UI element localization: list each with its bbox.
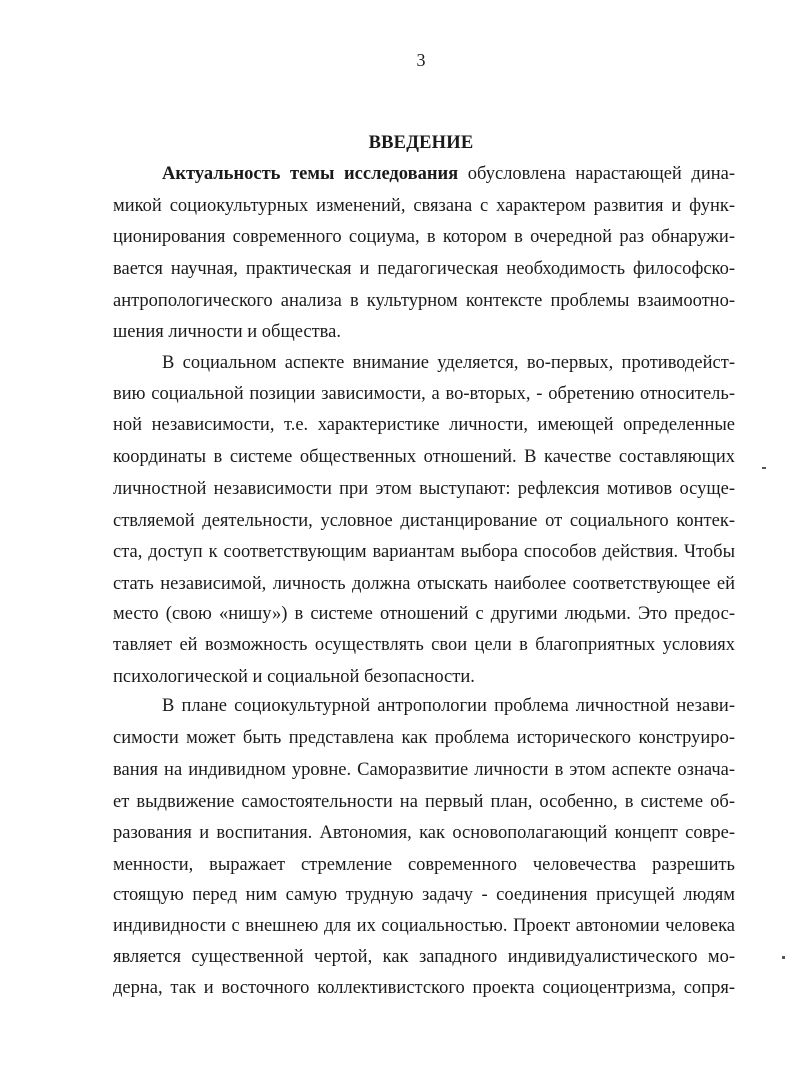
text-line: ствляемой деятельности, условное дистанцирование от социального контек- (113, 511, 735, 531)
text-line: симости может быть представлена как проблема исторического конструиро- (113, 728, 735, 748)
text-line: Актуальность темы исследования обусловлена нарастающей дина- (162, 164, 736, 184)
text-line: вания на индивидном уровне. Саморазвитие личности в этом аспекте означа- (113, 760, 735, 780)
text-line: В социальном аспекте внимание уделяется, во-первых, противодейст- (162, 353, 735, 373)
text-line: психологической и социальной безопасности. (113, 667, 475, 687)
scan-speck (782, 956, 785, 959)
text-line: стать независимой, личность должна отыскать наиболее соответствующее ей (113, 574, 735, 594)
bold-lead: Актуальность темы исследования (162, 164, 459, 184)
text-line: вается научная, практическая и педагогическая необходимость философско- (113, 259, 735, 279)
text-line: разования и воспитания. Автономия, как основополагающий концепт совре- (113, 823, 735, 843)
text-line: шения личности и общества. (113, 322, 341, 342)
text-line: является существенной чертой, как западного индивидуалистического мо- (113, 947, 735, 967)
text-line: индивидности с внешнею для их социальностью. Проект автономии человека (113, 916, 735, 936)
text-line: ной независимости, т.е. характеристике личности, имеющей определенные (113, 415, 735, 435)
text-line: стоящую перед ним самую трудную задачу - соединения присущей людям (113, 885, 735, 905)
text-line: координаты в системе общественных отношений. В качестве составляющих (113, 447, 735, 467)
section-heading: ВВЕДЕНИЕ (368, 133, 474, 153)
text-line: менности, выражает стремление современного человечества разрешить (113, 855, 735, 875)
text-line: тавляет ей возможность осуществлять свои цели в благоприятных условиях (113, 635, 735, 655)
text-line: дерна, так и восточного коллективистского проекта социоцентризма, сопря- (113, 978, 735, 998)
page-number: 3 (416, 50, 426, 70)
text-line: ет выдвижение самостоятельности на первый план, особенно, в системе об- (113, 792, 735, 812)
text-line: ста, доступ к соответствующим вариантам выбора способов действия. Чтобы (113, 542, 735, 562)
text-line: В плане социокультурной антропологии проблема личностной незави- (162, 696, 735, 716)
text-line: антропологического анализа в культурном контексте проблемы взаимоотно- (113, 291, 735, 311)
text-line: место (свою «нишу») в системе отношений с другими людьми. Это предос- (113, 604, 735, 624)
text-line: ционирования современного социума, в котором в очередной раз обнаружи- (113, 227, 735, 247)
text-line: личностной независимости при этом выступают: рефлексия мотивов осуще- (113, 479, 735, 499)
text-line: микой социокультурных изменений, связана с характером развития и функ- (113, 196, 735, 216)
scan-speck (762, 467, 766, 469)
text-line: вию социальной позиции зависимости, а во-вторых, - обретению относитель- (113, 384, 735, 404)
